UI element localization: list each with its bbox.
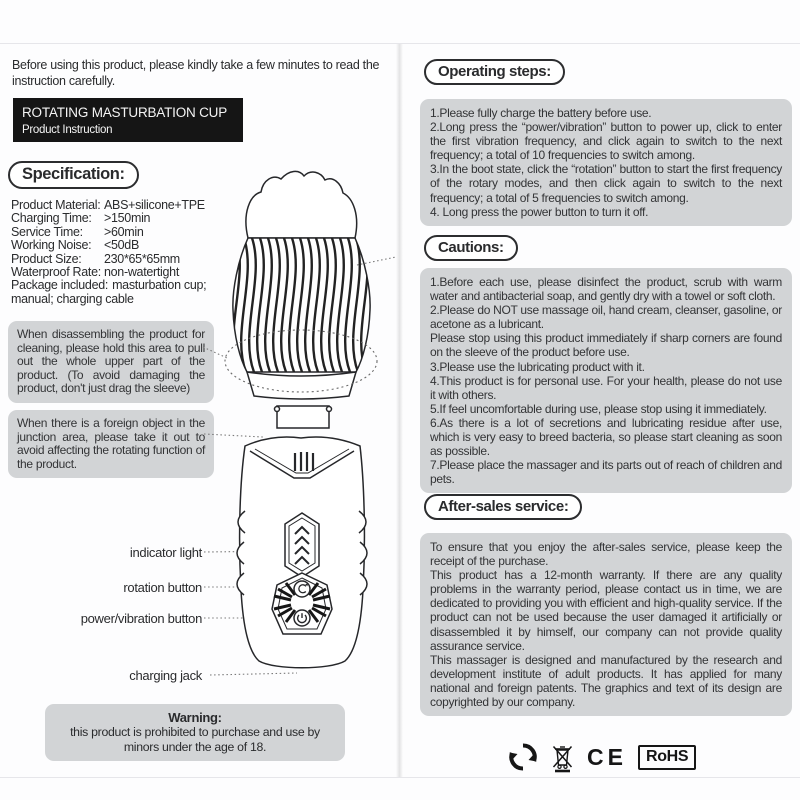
caution-item: 2.Please do NOT use massage oil, hand cream, cleanser, gasoline, or acetone as a lubricant. (430, 303, 782, 332)
callout-foreign-object: When there is a foreign object in the junction area, please take it out to avoid affecting the rotating function of the product. (8, 410, 214, 478)
ce-mark: CE (587, 743, 627, 770)
operating-step: 2.Long press the “power/vibration” button to power up, click to enter the first vibration frequency, and click again to switch to the next frequency; a total of 10 frequencies to switch among. (430, 120, 782, 163)
rotation-button (294, 581, 310, 597)
page-bottom-edge (0, 777, 800, 778)
spec-row-service-time: Service Time: >60min (11, 224, 144, 239)
spec-row-package: Package included: masturbation cup; manual; charging cable (11, 278, 207, 306)
cup-connector (277, 406, 329, 428)
certification-row (508, 738, 738, 776)
product-illustration (200, 165, 400, 710)
after-sales-paragraph: This product has a 12-month warranty. If there are any quality problems in the warranty period, please contact us in time, we are dedicated to providing you with efficient and high-quality service. If the product can not be used because the user damaged it artificially or disassembled it by himself, our company can not provide quality assurance service. (430, 568, 782, 653)
cautions-heading: Cautions: (424, 235, 518, 261)
caution-item: 1.Before each use, please disinfect the product, scrub with warm water and antibacterial soap, and gently dry with a towel or soft cloth. (430, 275, 782, 304)
after-sales-heading: After-sales service: (424, 494, 582, 520)
spec-row-material: Product Material: ABS+silicone+TPE (11, 198, 205, 212)
label-charging-jack: charging jack (129, 668, 202, 683)
leader-charging-jack (210, 673, 297, 675)
leader-callout-grip (203, 347, 227, 358)
product-cup-illustration (233, 171, 370, 428)
cup-cap (246, 171, 357, 238)
rohs-badge: RoHS (638, 745, 696, 770)
label-power-vibration-button: power/vibration button (80, 611, 202, 626)
callout-disassembly: When disassembling the product for cleaning, please hold this area to pull out the whole upper part of the product. (To avoid damaging the product, don't just drag the sleeve) (8, 321, 214, 403)
spec-row-charging-time: Charging Time: >150min (11, 211, 151, 226)
indicator-panel (285, 513, 319, 577)
specification-heading: Specification: (8, 161, 139, 189)
product-subtitle: Product Instruction (22, 124, 113, 136)
label-indicator-light: indicator light (129, 545, 202, 560)
cup-bottom-band (247, 372, 356, 399)
product-handle-illustration (237, 437, 367, 668)
title-bar (13, 98, 243, 142)
product-title: ROTATING MASTURBATION CUP (22, 105, 228, 120)
warning-heading: Warning: (168, 710, 222, 725)
operating-steps-box (420, 99, 792, 226)
caution-item: 5.If feel uncomfortable during use, please stop using it immediately. (430, 401, 767, 416)
spec-row-working-noise: Working Noise: <50dB (11, 238, 139, 253)
caution-item: Please stop using this product immediately if sharp corners are found on the sleeve of the product before use. (430, 331, 782, 360)
operating-step: 4. Long press the power button to turn it off. (430, 204, 649, 219)
green-dot-recycle-icon (508, 742, 538, 772)
operating-steps-heading: Operating steps: (424, 59, 565, 85)
cautions-box (420, 268, 792, 493)
weee-crossed-bin-icon (549, 739, 576, 775)
spec-row-waterproof: Waterproof Rate: non-watertight (11, 265, 180, 280)
operating-step: 3.In the boot state, click the “rotation” button to start the first frequency of the rotary modes, and then click again to switch to the next frequency; a total of 5 frequencies to switch among. (430, 162, 782, 205)
cup-barrel (233, 238, 370, 372)
after-sales-paragraph: This massager is designed and manufactured by the research and development institute of adult products. It has applied for many national and foreign patents. The graphics and text of its design are copyrighted by our company. (430, 652, 782, 710)
label-rotation-button: rotation button (123, 580, 202, 595)
warning-text: this product is prohibited to purchase and use by minors under the age of 18. (70, 725, 320, 754)
after-sales-box (420, 533, 792, 716)
caution-item: 4.This product is for personal use. For your health, please do not use it with others. (430, 373, 782, 402)
caution-item: 6.As there is a lot of secretions and lubricating residue after use, which is very easy to breed bacteria, so please start cleaning as soon as possible. (430, 415, 782, 459)
caution-item: 3.Please use the lubricating product with it. (430, 359, 645, 374)
intro-text: Before using this product, please kindly take a few minutes to read the instruction carefully. (12, 58, 380, 88)
warning-box (45, 704, 345, 761)
leader-callout-junction (204, 434, 263, 437)
operating-step: 1.Please fully charge the battery before use. (430, 106, 652, 120)
spec-row-product-size: Product Size: 230*65*65mm (11, 251, 180, 266)
caution-item: 7.Please place the massager and its parts out of reach of children and pets. (430, 458, 782, 487)
after-sales-paragraph: To ensure that you enjoy the after-sales service, please keep the receipt of the purchase. (430, 540, 782, 569)
